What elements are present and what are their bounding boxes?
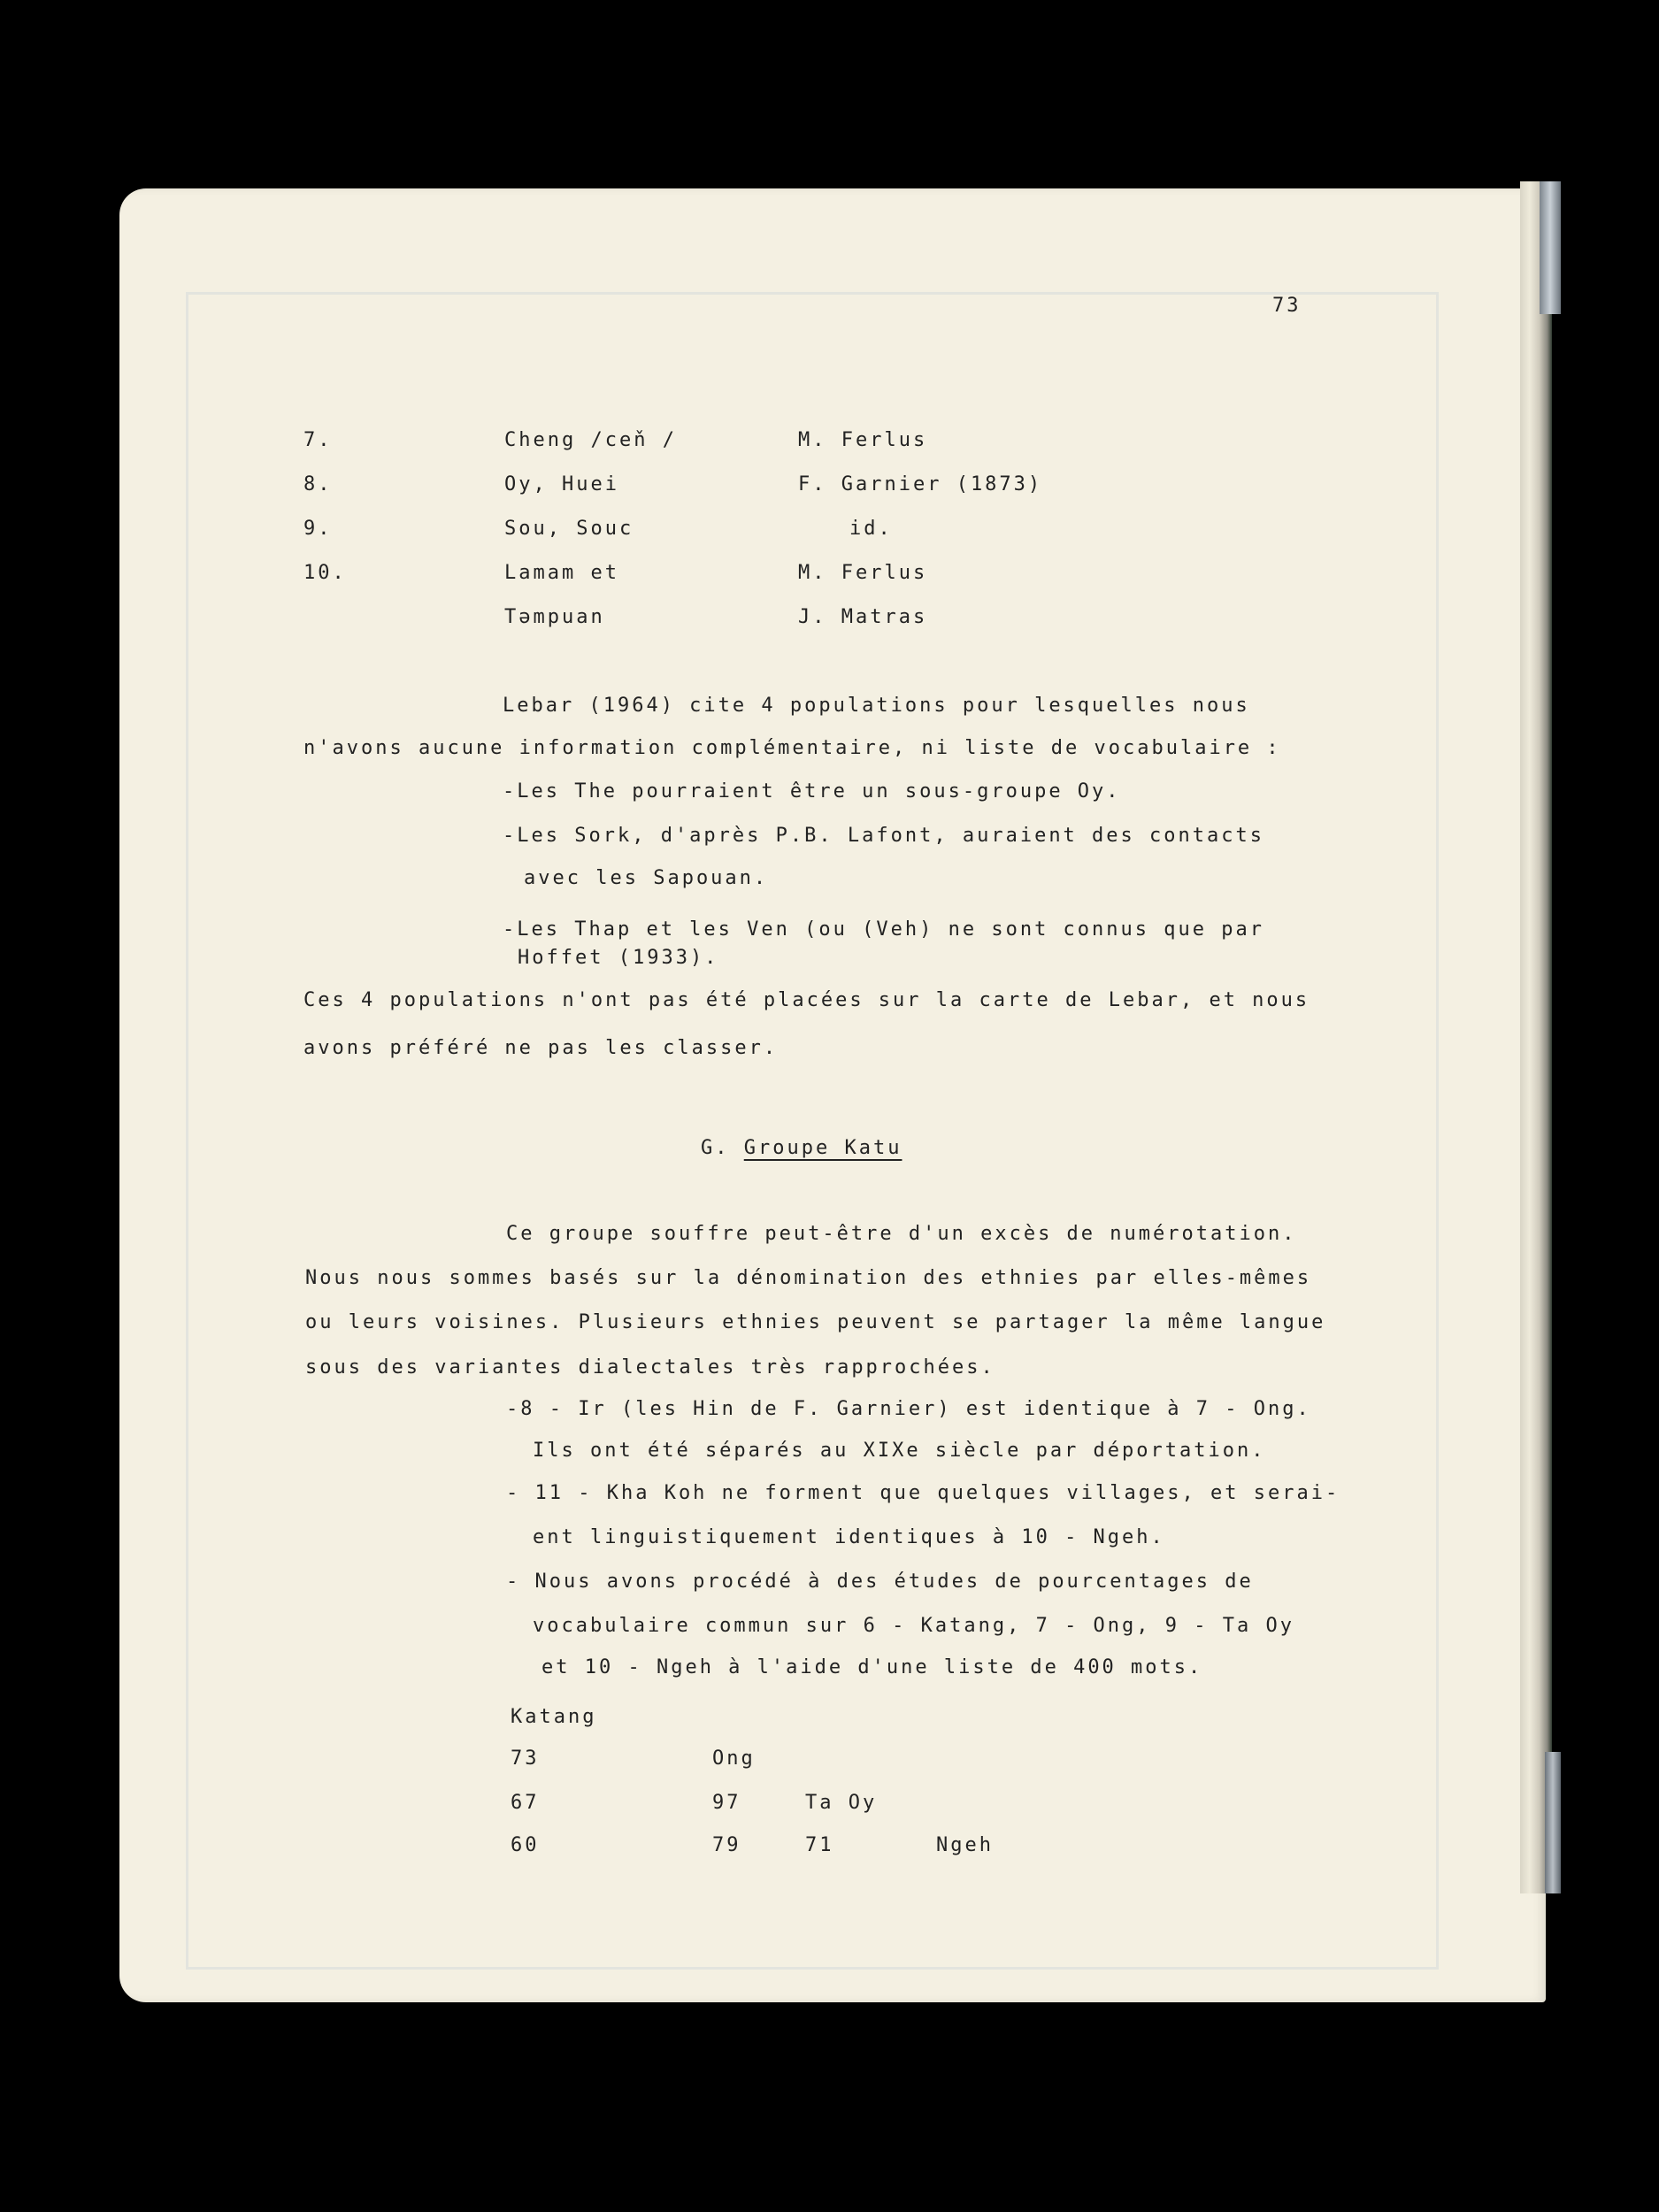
list-source: J. Matras [798, 606, 928, 628]
paragraph-line: sous des variantes dialectales très rapprochées. [305, 1356, 995, 1379]
bullet-line: -Les Thap et les Ven (ou (Veh) ne sont connus que par [503, 918, 1264, 941]
paragraph-line: Ce groupe souffre peut-être d'un excès de numérotation. [506, 1223, 1297, 1245]
book-page [119, 188, 1546, 2002]
list-source: id. [849, 518, 893, 540]
paragraph-line: Lebar (1964) cite 4 populations pour lesquelles nous [503, 695, 1250, 717]
matrix-label: Katang [511, 1706, 597, 1728]
list-name: Cheng /ceň / [504, 429, 677, 451]
list-name: Lamam et [504, 562, 619, 584]
section-prefix: G. [701, 1137, 730, 1159]
bullet-line: Ils ont été séparés au XIXe siècle par déportation. [533, 1440, 1266, 1462]
bullet-line: et 10 - Ngeh à l'aide d'une liste de 400 mots. [541, 1656, 1203, 1678]
list-num: 8. [303, 473, 333, 495]
matrix-value: 71 [805, 1834, 834, 1856]
section-title: Groupe Katu [743, 1137, 902, 1159]
matrix-label: Ngeh [936, 1834, 994, 1856]
bullet-line: -Les The pourraient être un sous-groupe Oy. [503, 780, 1121, 803]
binder-clip-top [1540, 181, 1561, 314]
bullet-line: - 11 - Kha Koh ne forment que quelques villages, et serai- [506, 1482, 1340, 1504]
matrix-value: 60 [511, 1834, 540, 1856]
list-name: Təmpuan [504, 606, 605, 628]
bullet-line: avec les Sapouan. [524, 867, 769, 889]
matrix-value: 97 [712, 1792, 741, 1814]
page-edge-stack [1520, 181, 1552, 1893]
list-source: M. Ferlus [798, 429, 928, 451]
matrix-label: Ong [712, 1747, 756, 1770]
section-heading [701, 1137, 902, 1159]
paragraph-line: avons préféré ne pas les classer. [303, 1037, 779, 1059]
page-number: 73 [1272, 295, 1302, 317]
bullet-line: -Les Sork, d'après P.B. Lafont, auraient des contacts [503, 825, 1264, 847]
bullet-line: ent linguistiquement identiques à 10 - Ngeh. [533, 1526, 1165, 1548]
paragraph-line: ou leurs voisines. Plusieurs ethnies peuvent se partager la même langue [305, 1311, 1326, 1333]
paragraph-line: Ces 4 populations n'ont pas été placées sur la carte de Lebar, et nous [303, 989, 1310, 1011]
bullet-line: -8 - Ir (les Hin de F. Garnier) est identique à 7 - Ong. [506, 1398, 1311, 1420]
binder-clip-bottom [1545, 1752, 1561, 1893]
list-name: Sou, Souc [504, 518, 634, 540]
list-num: 9. [303, 518, 333, 540]
list-num: 7. [303, 429, 333, 451]
bullet-line: - Nous avons procédé à des études de pourcentages de [506, 1571, 1254, 1593]
matrix-label: Ta Oy [805, 1792, 878, 1814]
matrix-value: 79 [712, 1834, 741, 1856]
paragraph-line: n'avons aucune information complémentaire, ni liste de vocabulaire : [303, 737, 1281, 759]
bullet-line: vocabulaire commun sur 6 - Katang, 7 - Ong, 9 - Ta Oy [533, 1615, 1294, 1637]
list-num: 10. [303, 562, 347, 584]
list-source: M. Ferlus [798, 562, 928, 584]
bullet-line: Hoffet (1933). [518, 947, 719, 969]
matrix-value: 67 [511, 1792, 540, 1814]
list-name: Oy, Huei [504, 473, 619, 495]
list-source: F. Garnier (1873) [798, 473, 1043, 495]
matrix-value: 73 [511, 1747, 540, 1770]
paragraph-line: Nous nous sommes basés sur la dénomination des ethnies par elles-mêmes [305, 1267, 1312, 1289]
